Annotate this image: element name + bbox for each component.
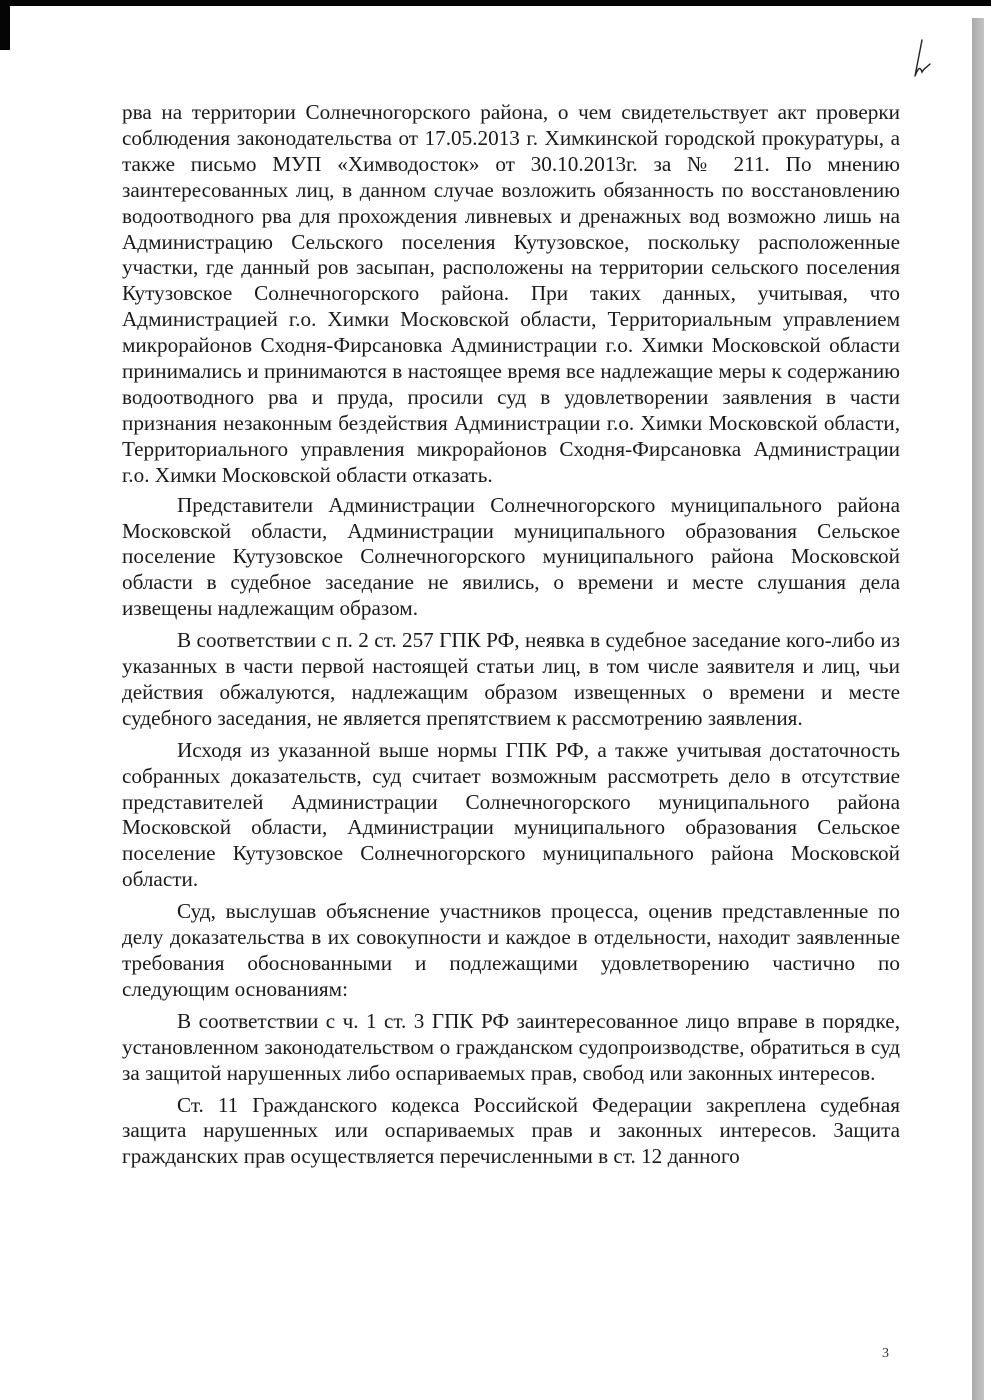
paragraph-court-finding: Суд, выслушав объяснение участников процесса, оценив представленные по делу доказательства в их совокупности и каждое в отдельности, находит заявленные требования обоснованными и подлежащими удовлетворению частично по следующим основаниям:: [122, 899, 900, 1001]
paragraph-art-257: В соответствии с п. 2 ст. 257 ГПК РФ, неявка в судебное заседание кого-либо из указанных в части первой настоящей статьи лиц, в том числе заявителя и лиц, чьи действия обжалуются, надлежащим образом извещенных о времени и месте судебного заседания, не является препятствием к рассмотрению заявления.: [122, 628, 900, 730]
handwritten-initial-icon: [912, 38, 936, 82]
paragraph-art-3: В соответствии с ч. 1 ст. 3 ГПК РФ заинтересованное лицо вправе в порядке, установленном законодательством о гражданском судопроизводстве, обратиться в суд за защитой нарушенных либо оспариваемых прав, свобод или законных интересов.: [122, 1008, 900, 1085]
paragraph-consider-in-absence: Исходя из указанной выше нормы ГПК РФ, а также учитывая достаточность собранных доказательств, суд считает возможным рассмотреть дело в отсутствие представителей Администрации Солнечногорского муниципального района Московской области, Администрации муниципального образования Сельское поселение Кутузовское Солнечногорского муниципального района Московской области.: [122, 737, 900, 892]
scan-border-top: [0, 0, 991, 6]
scan-edge-strip: [972, 18, 984, 1400]
scan-border-left: [0, 0, 10, 50]
paragraph-continuation: рва на территории Солнечногорского района, о чем свидетельствует акт проверки соблюдения законодательства от 17.05.2013 г. Химкинской городской прокуратуры, а также письмо МУП «Химводосток» от 30.10.2013г. за № 211. По мнению заинтересованных лиц, в данном случае возложить обязанность по восстановлению водоотводного рва для прохождения ливневых и дренажных вод возможно лишь на Администрацию Сельского поселения Кутузовское, поскольку расположенные участки, где данный ров засыпан, расположены на территории сельского поселения Кутузовское Солнечногорского района. При таких данных, учитывая, что Администрацией г.о. Химки Московской области, Территориальным управлением микрорайонов Сходня-Фирсановка Администрации г.о. Химки Московской области принимались и принимаются в настоящее время все надлежащие меры к содержанию водоотводного рва и пруда, просили суд в удовлетворении заявления в части признания незаконным бездействия Администрации г.о. Химки Московской области, Территориального управления микрорайонов Сходня-Фирсановка Администрации г.о. Химки Московской области отказать.: [122, 100, 900, 487]
paragraph-art-11: Ст. 11 Гражданского кодекса Российской Федерации закреплена судебная защита нарушенных или оспариваемых прав и законных интересов. Защита гражданских прав осуществляется перечисленными в ст. 12 данного: [122, 1092, 900, 1169]
paragraph-representatives-absent: Представители Администрации Солнечногорского муниципального района Московской области, Администрации муниципального образования Сельское поселение Кутузовское Солнечногорского муниципального района Московской области в судебное заседание не явились, о времени и месте слушания дела извещены надлежащим образом.: [122, 492, 900, 621]
page-number: 3: [882, 1346, 889, 1361]
document-body: [122, 100, 900, 1170]
